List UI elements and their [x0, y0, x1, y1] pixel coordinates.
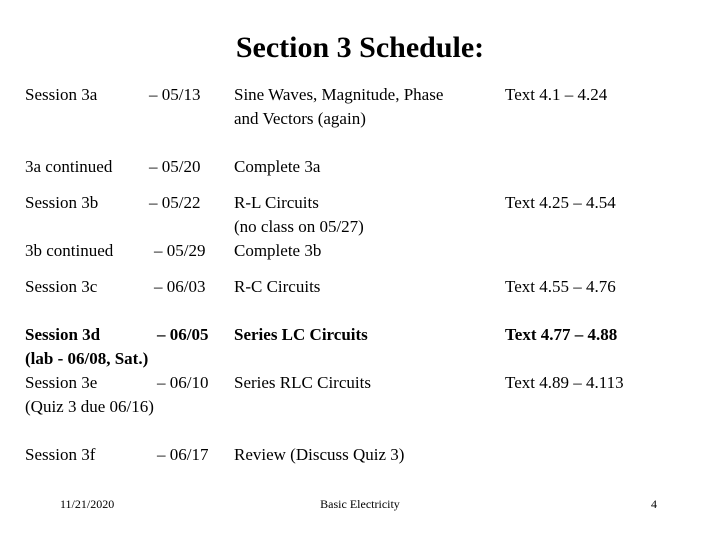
session-topic-line2: and Vectors (again) [234, 109, 366, 128]
session-label: Session 3b [25, 193, 99, 212]
footer-title: Basic Electricity [320, 497, 400, 511]
session-label: 3b continued [25, 241, 114, 260]
session-text-ref: Text 4.77 – 4.88 [505, 325, 618, 344]
session-note: (lab - 06/08, Sat.) [25, 349, 149, 368]
session-topic: Review (Discuss Quiz 3) [234, 445, 405, 464]
session-topic: Complete 3a [234, 157, 321, 176]
session-label: Session 3e [25, 373, 98, 392]
session-topic: Complete 3b [234, 241, 322, 260]
session-text-ref: Text 4.55 – 4.76 [505, 277, 616, 296]
session-topic: Series RLC Circuits [234, 373, 371, 392]
session-label: Session 3c [25, 277, 98, 296]
session-text-ref: Text 4.1 – 4.24 [505, 85, 608, 104]
session-date: – 05/20 [149, 157, 201, 176]
session-date: – 05/22 [149, 193, 201, 212]
session-topic: R-C Circuits [234, 277, 321, 296]
session-label: Session 3d [25, 325, 101, 344]
session-date: – 05/13 [149, 85, 201, 104]
session-text-ref: Text 4.25 – 4.54 [505, 193, 616, 212]
page-number: 4 [651, 497, 657, 511]
session-topic: Sine Waves, Magnitude, Phase [234, 85, 444, 104]
session-topic: Series LC Circuits [234, 325, 368, 344]
session-date: – 06/10 [157, 373, 209, 392]
page-title: Section 3 Schedule: [235, 31, 485, 64]
session-date: – 05/29 [154, 241, 206, 260]
session-date: – 06/03 [154, 277, 206, 296]
session-date: – 06/05 [157, 325, 209, 344]
footer-date: 11/21/2020 [60, 497, 115, 511]
session-label: Session 3a [25, 85, 98, 104]
session-topic: R-L Circuits [234, 193, 319, 212]
session-note: (Quiz 3 due 06/16) [25, 397, 154, 416]
session-text-ref: Text 4.89 – 4.113 [505, 373, 624, 392]
session-topic-line2: (no class on 05/27) [234, 217, 364, 236]
session-date: – 06/17 [157, 445, 209, 464]
session-label: 3a continued [25, 157, 113, 176]
session-label: Session 3f [25, 445, 96, 464]
